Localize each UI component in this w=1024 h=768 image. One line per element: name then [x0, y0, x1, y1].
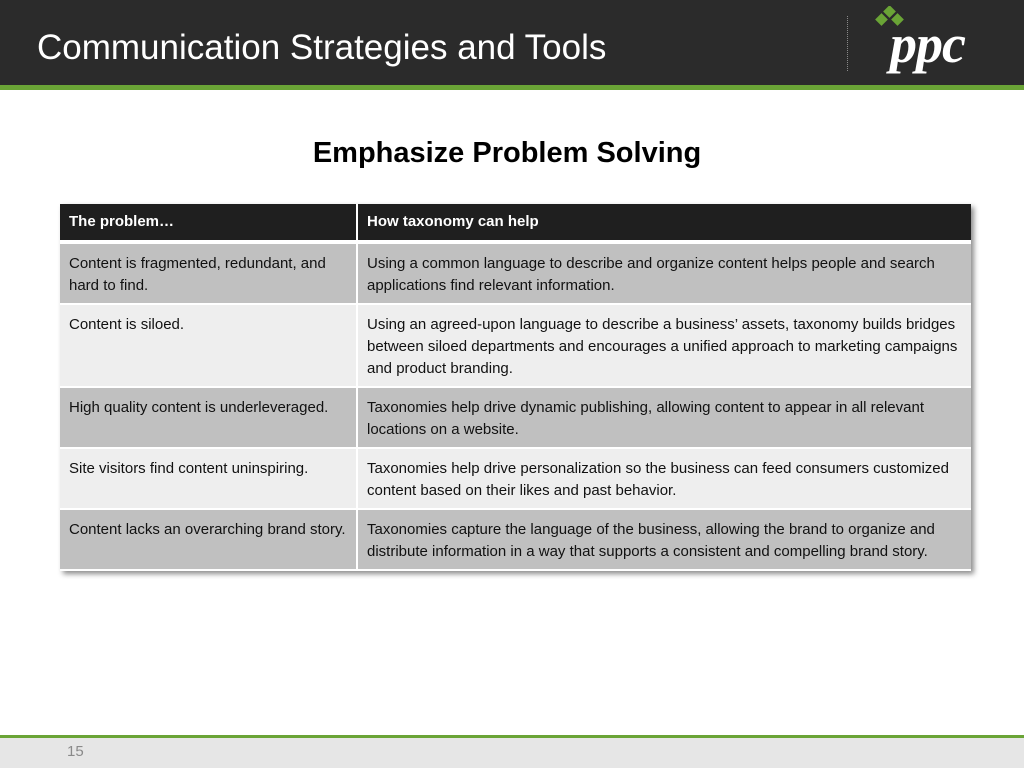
problem-solution-table	[60, 204, 971, 571]
problem-cell: Site visitors find content uninspiring.	[60, 448, 357, 509]
column-header-problem: The problem…	[60, 204, 357, 242]
table-row	[60, 448, 971, 509]
column-header-help: How taxonomy can help	[357, 204, 971, 242]
table-row	[60, 387, 971, 448]
table-row	[60, 304, 971, 387]
slide-title: Communication Strategies and Tools	[37, 28, 607, 67]
help-cell: Taxonomies capture the language of the business, allowing the brand to organize and distribute information in a way that supports a consistent and compelling brand story.	[357, 509, 971, 570]
table-row	[60, 242, 971, 304]
problem-cell: Content is fragmented, redundant, and hard to find.	[60, 242, 357, 304]
help-cell: Using a common language to describe and organize content helps people and search applications find relevant information.	[357, 242, 971, 304]
table-header-row	[60, 204, 971, 242]
problem-cell: High quality content is underleveraged.	[60, 387, 357, 448]
problem-cell: Content lacks an overarching brand story.	[60, 509, 357, 570]
help-cell: Taxonomies help drive dynamic publishing, allowing content to appear in all relevant locations on a website.	[357, 387, 971, 448]
help-cell: Using an agreed-upon language to describe a business’ assets, taxonomy builds bridges between siloed departments and encourages a unified approach to marketing campaigns and product branding.	[357, 304, 971, 387]
help-cell: Taxonomies help drive personalization so the business can feed consumers customized content based on their likes and past behavior.	[357, 448, 971, 509]
page-number: 15	[67, 743, 84, 760]
slide-heading: Emphasize Problem Solving	[312, 137, 702, 169]
table-row	[60, 509, 971, 570]
logo-divider	[847, 16, 848, 71]
header-accent-rule	[0, 85, 1024, 90]
problem-cell: Content is siloed.	[60, 304, 357, 387]
slide-footer	[0, 738, 1024, 768]
ppc-logo-text: ppc	[890, 14, 965, 74]
